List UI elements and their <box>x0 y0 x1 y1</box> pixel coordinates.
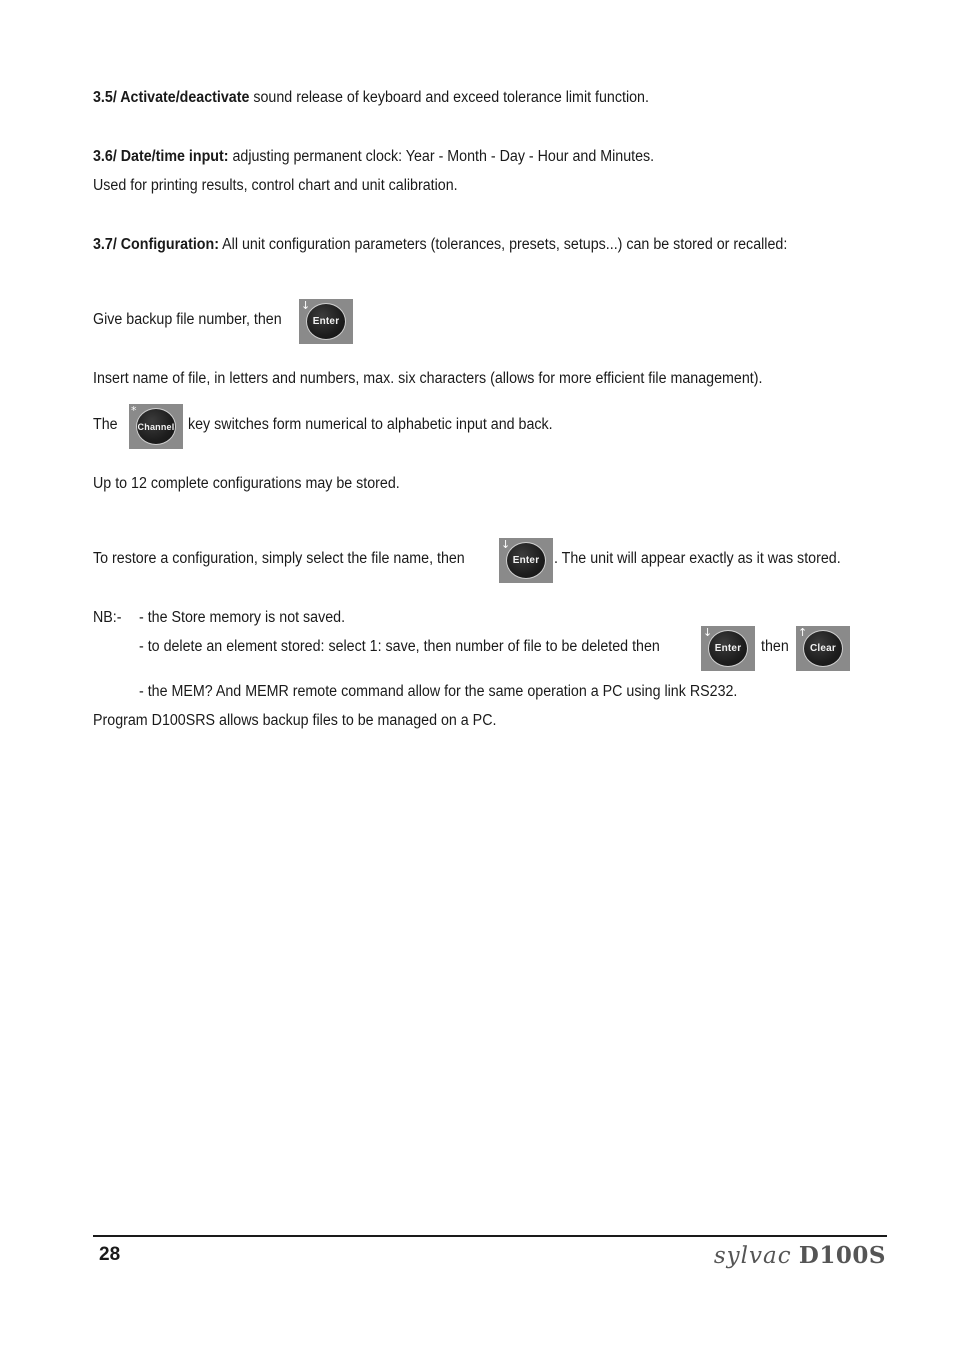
the-text: The <box>93 416 118 433</box>
star-icon: * <box>131 404 137 417</box>
brand-model: D100S <box>798 1242 886 1269</box>
section-3-5-heading: 3.5/ Activate/deactivate <box>93 89 250 106</box>
nb-line-1: - the Store memory is not saved. <box>139 609 346 626</box>
section-3-6-text: adjusting permanent clock: Year - Month - Day - Hour and Minutes. <box>228 148 655 165</box>
channel-text: key switches form numerical to alphabetic input and back. <box>188 416 553 433</box>
section-3-7-heading: 3.7/ Configuration: <box>93 236 219 253</box>
page-number: 28 <box>99 1244 121 1265</box>
clear-key-icon <box>796 626 850 671</box>
section-3-6-line2: Used for printing results, control chart and unit calibration. <box>93 177 458 194</box>
restore-text-a: To restore a configuration, simply select the file name, then <box>93 550 465 567</box>
backup-text: Give backup file number, then <box>93 311 282 328</box>
brand-logo <box>714 1242 886 1269</box>
brand-word: sylvac <box>713 1243 792 1269</box>
insert-text: Insert name of file, in letters and numbers, max. six characters (allows for more efficient file management). <box>93 370 763 387</box>
up-arrow-icon: ↑ <box>798 626 808 639</box>
clear-key-label: Clear <box>803 630 843 667</box>
then-text: then <box>761 638 789 655</box>
enter-key-label: Enter <box>506 542 546 579</box>
enter-key-label: Enter <box>708 630 748 667</box>
restore-text-b: . The unit will appear exactly as it was stored. <box>554 550 841 567</box>
down-arrow-icon: ↓ <box>301 299 311 312</box>
footer-rule <box>93 1235 887 1237</box>
section-3-7 <box>93 235 787 255</box>
enter-key-label: Enter <box>306 303 346 340</box>
nb-line-3: - the MEM? And MEMR remote command allow for the same operation a PC using link RS232. <box>139 683 738 700</box>
upto-text: Up to 12 complete configurations may be stored. <box>93 475 400 492</box>
down-arrow-icon: ↓ <box>703 626 713 639</box>
nb-label: NB:- <box>93 609 122 626</box>
section-3-5 <box>93 88 649 108</box>
channel-key-label: Channel <box>136 408 176 445</box>
section-3-7-text: All unit configuration parameters (tolerances, presets, setups...) can be stored or recalled: <box>218 236 788 253</box>
section-3-5-text: sound release of keyboard and exceed tolerance limit function. <box>249 89 649 106</box>
enter-key-icon <box>299 299 353 344</box>
enter-key-icon <box>701 626 755 671</box>
channel-key-icon <box>129 404 183 449</box>
program-text: Program D100SRS allows backup files to be managed on a PC. <box>93 712 497 729</box>
nb-line-2: - to delete an element stored: select 1: save, then number of file to be deleted then <box>139 638 660 655</box>
down-arrow-icon: ↓ <box>501 538 511 551</box>
section-3-6-heading: 3.6/ Date/time input: <box>93 148 229 165</box>
enter-key-icon <box>499 538 553 583</box>
section-3-6 <box>93 147 654 167</box>
